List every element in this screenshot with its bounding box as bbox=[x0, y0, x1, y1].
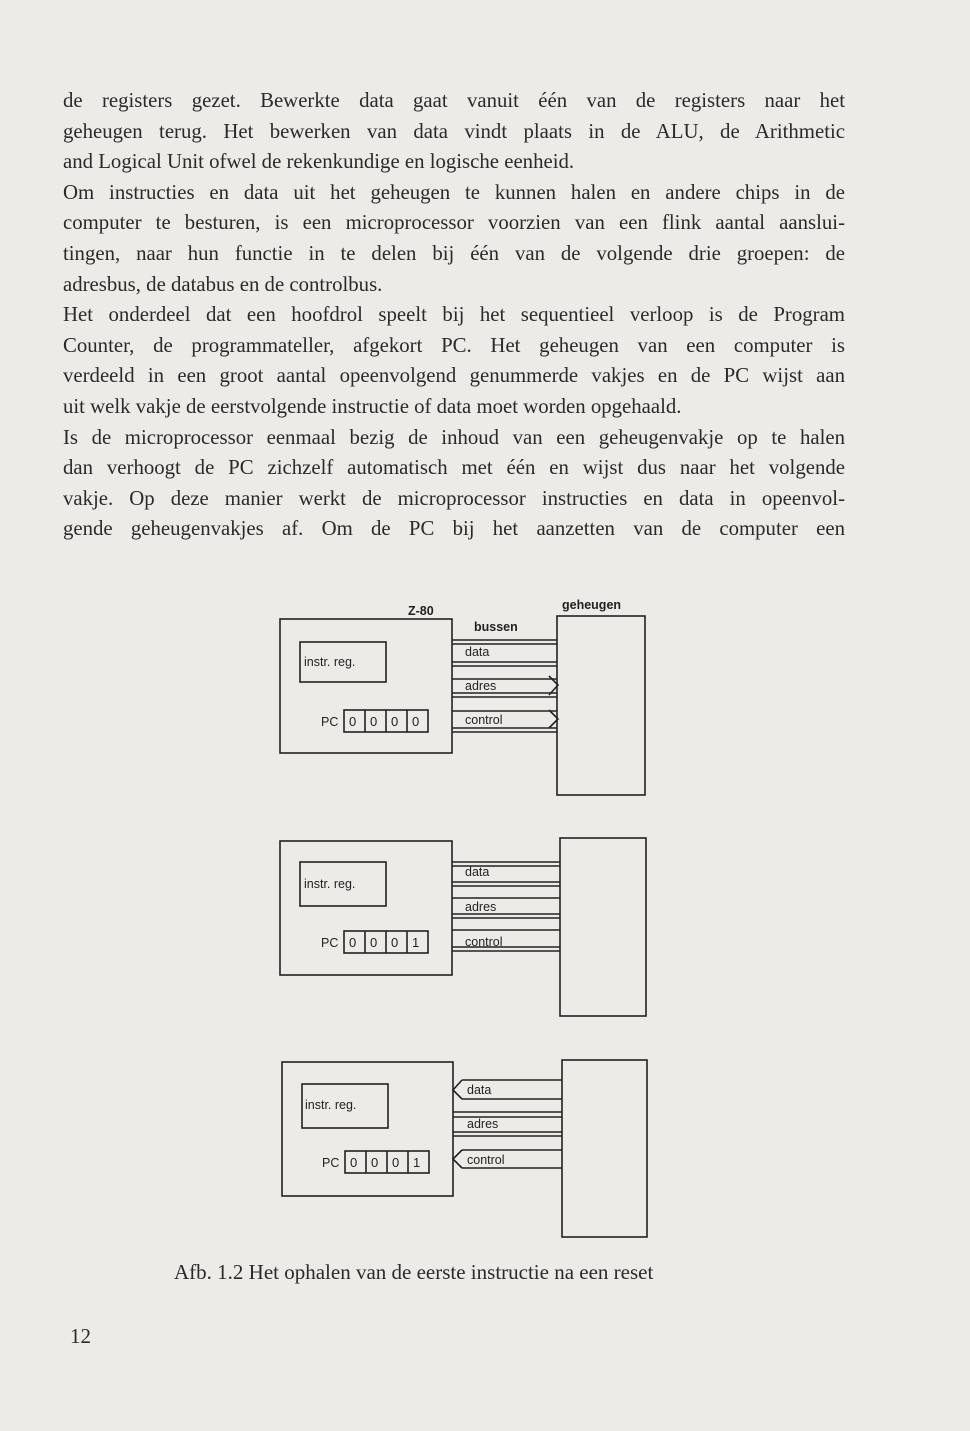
pc-digit: 1 bbox=[413, 1155, 421, 1170]
pc-label: PC bbox=[321, 715, 339, 729]
z80-chip-box bbox=[280, 841, 452, 975]
page-number: 12 bbox=[70, 1324, 91, 1348]
data-arrow bbox=[453, 1080, 462, 1099]
text-line: Counter, de programmateller, afgekort PC. Het geheugen van een computer is bbox=[63, 333, 845, 357]
pc-digit: 0 bbox=[370, 935, 378, 950]
z80-chip-box bbox=[282, 1062, 453, 1196]
pc-digit: 1 bbox=[412, 935, 420, 950]
pc-label: PC bbox=[321, 936, 339, 950]
pc-digit: 0 bbox=[371, 1155, 379, 1170]
text-line: vakje. Op deze manier werkt de microprocessor instructies en data in opeenvol- bbox=[63, 486, 845, 510]
z80-label: Z-80 bbox=[408, 604, 434, 618]
bus-label-data: data bbox=[465, 865, 490, 879]
bus-label-adres: adres bbox=[467, 1117, 499, 1131]
text-line: uit welk vakje de eerstvolgende instructie of data moet worden opgehaald. bbox=[63, 394, 682, 418]
pc-digit: 0 bbox=[391, 935, 399, 950]
bus-label-data: data bbox=[465, 645, 490, 659]
bus-label-control: control bbox=[465, 713, 503, 727]
text-line: dan verhoogt de PC zichzelf automatisch met één en wijst dus naar het volgende bbox=[63, 456, 845, 480]
text-line: adresbus, de databus en de controlbus. bbox=[63, 272, 383, 296]
diagram-panel-2 bbox=[280, 838, 646, 1016]
text-line: geheugen terug. Het bewerken van data vindt plaats in de ALU, de Arithmetic bbox=[63, 119, 845, 143]
pc-digit: 0 bbox=[391, 714, 399, 729]
instr-reg-label: instr. reg. bbox=[305, 1098, 357, 1112]
memory-box bbox=[560, 838, 646, 1016]
buses-label: bussen bbox=[474, 620, 518, 634]
text-line: tingen, naar hun functie in te delen bij één van de volgende drie groepen: de bbox=[63, 241, 845, 265]
memory-box bbox=[557, 616, 645, 795]
bus-label-data: data bbox=[467, 1083, 492, 1097]
pc-digit: 0 bbox=[349, 935, 357, 950]
text-line: Het onderdeel dat een hoofdrol speelt bij het sequentieel verloop is de Program bbox=[63, 303, 845, 327]
text-line: Is de microprocessor eenmaal bezig de inhoud van een geheugenvakje op te halen bbox=[63, 425, 845, 449]
bus-label-adres: adres bbox=[465, 679, 497, 693]
memory-label: geheugen bbox=[562, 598, 622, 612]
memory-box bbox=[562, 1060, 647, 1237]
instr-reg-label: instr. reg. bbox=[304, 877, 356, 891]
pc-digit: 0 bbox=[349, 714, 357, 729]
pc-digit: 0 bbox=[392, 1155, 400, 1170]
diagram-panel-3 bbox=[282, 1060, 647, 1237]
pc-label: PC bbox=[322, 1156, 340, 1170]
diagram-panel-1 bbox=[280, 616, 645, 795]
figure-caption: Afb. 1.2 Het ophalen van de eerste instructie na een reset bbox=[174, 1260, 654, 1284]
control-arrow bbox=[453, 1150, 462, 1168]
z80-chip-box bbox=[280, 619, 452, 753]
bus-label-adres: adres bbox=[465, 900, 497, 914]
text-line: computer te besturen, is een microprocessor voorzien van een flink aantal aanslui- bbox=[63, 211, 845, 235]
text-line: verdeeld in een groot aantal opeenvolgend genummerde vakjes en de PC wijst aan bbox=[63, 364, 845, 388]
bus-label-control: control bbox=[465, 935, 503, 949]
pc-digit: 0 bbox=[370, 714, 378, 729]
instr-reg-label: instr. reg. bbox=[304, 655, 356, 669]
text-line: and Logical Unit ofwel de rekenkundige en logische eenheid. bbox=[63, 150, 575, 174]
pc-digit: 0 bbox=[412, 714, 420, 729]
pc-digit: 0 bbox=[350, 1155, 358, 1170]
text-line: de registers gezet. Bewerkte data gaat vanuit één van de registers naar het bbox=[63, 89, 845, 112]
text-line: Om instructies en data uit het geheugen te kunnen halen en andere chips in de bbox=[63, 180, 845, 204]
bus-label-control: control bbox=[467, 1153, 505, 1167]
text-line: gende geheugenvakjes af. Om de PC bij het aanzetten van de computer een bbox=[63, 517, 845, 541]
